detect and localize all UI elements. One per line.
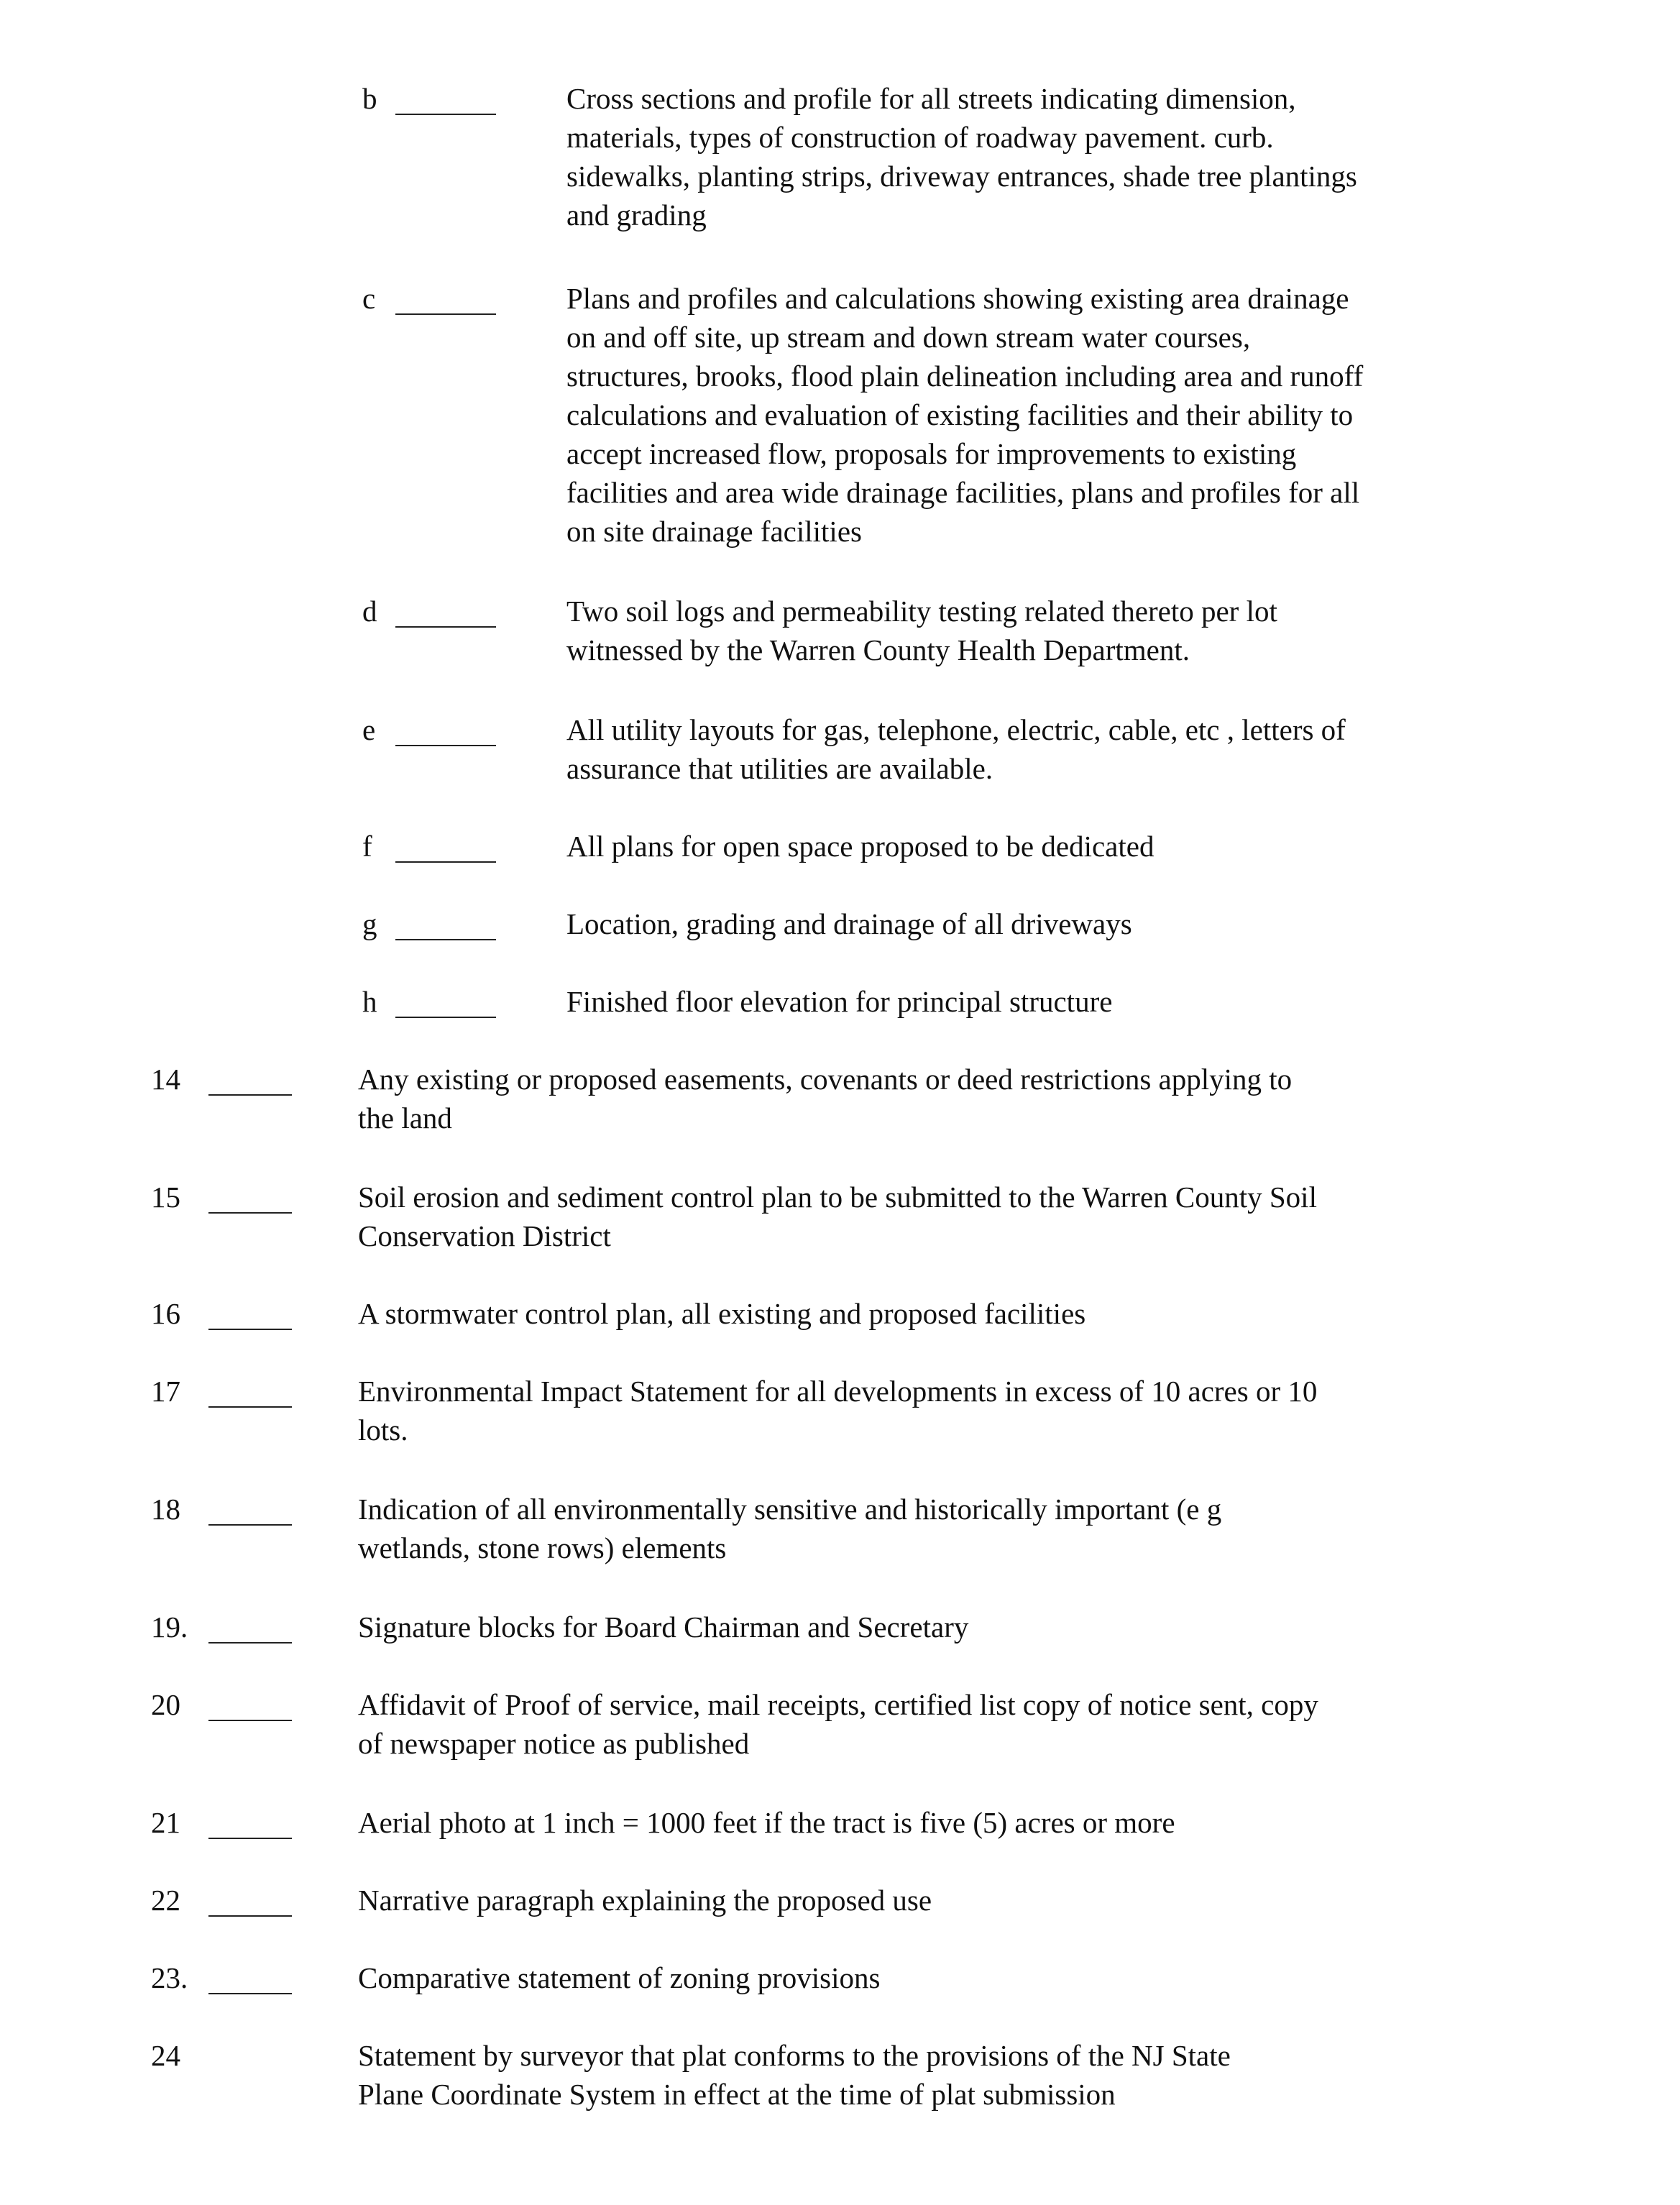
item-marker: f (362, 830, 372, 863)
item-text-line: Plans and profiles and calculations showing existing area drainage (566, 282, 1349, 315)
item-text-line: wetlands, stone rows) elements (358, 1531, 727, 1564)
item-text (566, 904, 1132, 943)
item-text-line: Statement by surveyor that plat conforms to the provisions of the NJ State (358, 2039, 1231, 2072)
item-text-line: structures, brooks, flood plain delineation including area and runoff (566, 359, 1364, 393)
item-text-line: of newspaper notice as published (358, 1727, 750, 1760)
item-number: 17 (151, 1375, 180, 1408)
item-text (358, 1372, 1317, 1449)
item-text (566, 79, 1357, 234)
check-blank[interactable] (395, 313, 496, 315)
item-text (566, 982, 1112, 1021)
check-blank[interactable] (208, 1838, 292, 1839)
check-blank[interactable] (208, 1212, 292, 1214)
check-blank[interactable] (395, 745, 496, 746)
item-text-line: Narrative paragraph explaining the proposed use (358, 1884, 932, 1917)
item-text-line: the land (358, 1101, 452, 1134)
item-text-line: materials, types of construction of roadway pavement. curb. (566, 121, 1274, 154)
item-text (566, 592, 1277, 669)
item-number: 22 (151, 1884, 180, 1917)
item-text-line: Location, grading and drainage of all driveways (566, 907, 1132, 940)
check-blank[interactable] (395, 114, 496, 115)
item-text-line: Cross sections and profile for all streets indicating dimension, (566, 82, 1296, 115)
item-text-line: Aerial photo at 1 inch = 1000 feet if the tract is five (5) acres or more (358, 1806, 1175, 1839)
item-text-line: Finished floor elevation for principal structure (566, 985, 1113, 1018)
item-text-line: Any existing or proposed easements, covenants or deed restrictions applying to (358, 1063, 1293, 1096)
check-blank[interactable] (208, 1993, 292, 1994)
item-text-line: Signature blocks for Board Chairman and Secretary (358, 1610, 969, 1644)
item-text (358, 1178, 1317, 1255)
item-text (566, 710, 1346, 788)
item-number: 21 (151, 1806, 180, 1839)
item-marker: h (362, 985, 377, 1018)
item-text (358, 1958, 880, 1997)
item-text-line: Two soil logs and permeability testing related thereto per lot (566, 595, 1277, 628)
item-number: 20 (151, 1688, 180, 1721)
item-text (358, 1490, 1221, 1567)
check-blank[interactable] (208, 1094, 292, 1096)
item-text-line: All plans for open space proposed to be dedicated (566, 830, 1155, 863)
item-text-line: Environmental Impact Statement for all developments in excess of 10 acres or 10 (358, 1375, 1318, 1408)
item-number: 24 (151, 2039, 180, 2072)
item-text-line: sidewalks, planting strips, driveway entrances, shade tree plantings (566, 160, 1357, 193)
item-number: 15 (151, 1181, 180, 1214)
item-marker: g (362, 907, 377, 940)
item-text (358, 1060, 1292, 1137)
item-text (358, 1685, 1318, 1763)
item-number: 18 (151, 1493, 180, 1526)
item-text-line: on and off site, up stream and down stream water courses, (566, 321, 1251, 354)
item-marker: b (362, 82, 377, 115)
item-text-line: calculations and evaluation of existing facilities and their ability to (566, 398, 1354, 431)
item-text (358, 1294, 1085, 1333)
item-text-line: on site drainage facilities (566, 515, 862, 548)
item-text-line: assurance that utilities are available. (566, 752, 993, 785)
item-text-line: Conservation District (358, 1219, 611, 1252)
check-blank[interactable] (208, 1524, 292, 1526)
item-marker: d (362, 595, 377, 628)
item-number: 23. (151, 1961, 188, 1994)
check-blank[interactable] (208, 1642, 292, 1644)
item-text-line: facilities and area wide drainage facilities, plans and profiles for all (566, 476, 1360, 509)
item-text (358, 1608, 968, 1646)
item-text (358, 2036, 1231, 2114)
check-blank[interactable] (395, 861, 496, 863)
check-blank[interactable] (395, 939, 496, 940)
item-text (358, 1803, 1175, 1842)
check-blank[interactable] (208, 1720, 292, 1721)
item-marker: e (362, 713, 376, 746)
item-text (566, 279, 1363, 551)
check-blank[interactable] (208, 1406, 292, 1408)
item-number: 16 (151, 1297, 180, 1330)
item-marker: c (362, 282, 376, 315)
item-text-line: witnessed by the Warren County Health Department. (566, 633, 1190, 666)
item-text (358, 1881, 932, 1920)
item-text-line: All utility layouts for gas, telephone, electric, cable, etc , letters of (566, 713, 1346, 746)
item-number: 19. (151, 1610, 188, 1644)
item-text (566, 827, 1154, 866)
check-blank[interactable] (395, 626, 496, 628)
item-text-line: and grading (566, 198, 707, 231)
item-text-line: lots. (358, 1413, 408, 1447)
item-text-line: Plane Coordinate System in effect at the time of plat submission (358, 2078, 1116, 2111)
item-text-line: A stormwater control plan, all existing and proposed facilities (358, 1297, 1086, 1330)
check-blank[interactable] (395, 1017, 496, 1018)
item-text-line: Soil erosion and sediment control plan to be submitted to the Warren County Soil (358, 1181, 1317, 1214)
item-text-line: Comparative statement of zoning provisions (358, 1961, 881, 1994)
item-number: 14 (151, 1063, 180, 1096)
item-text-line: Indication of all environmentally sensitive and historically important (e g (358, 1493, 1222, 1526)
check-blank[interactable] (208, 1915, 292, 1917)
item-text-line: Affidavit of Proof of service, mail receipts, certified list copy of notice sent, copy (358, 1688, 1318, 1721)
item-text-line: accept increased flow, proposals for improvements to existing (566, 437, 1297, 470)
check-blank[interactable] (208, 1329, 292, 1330)
